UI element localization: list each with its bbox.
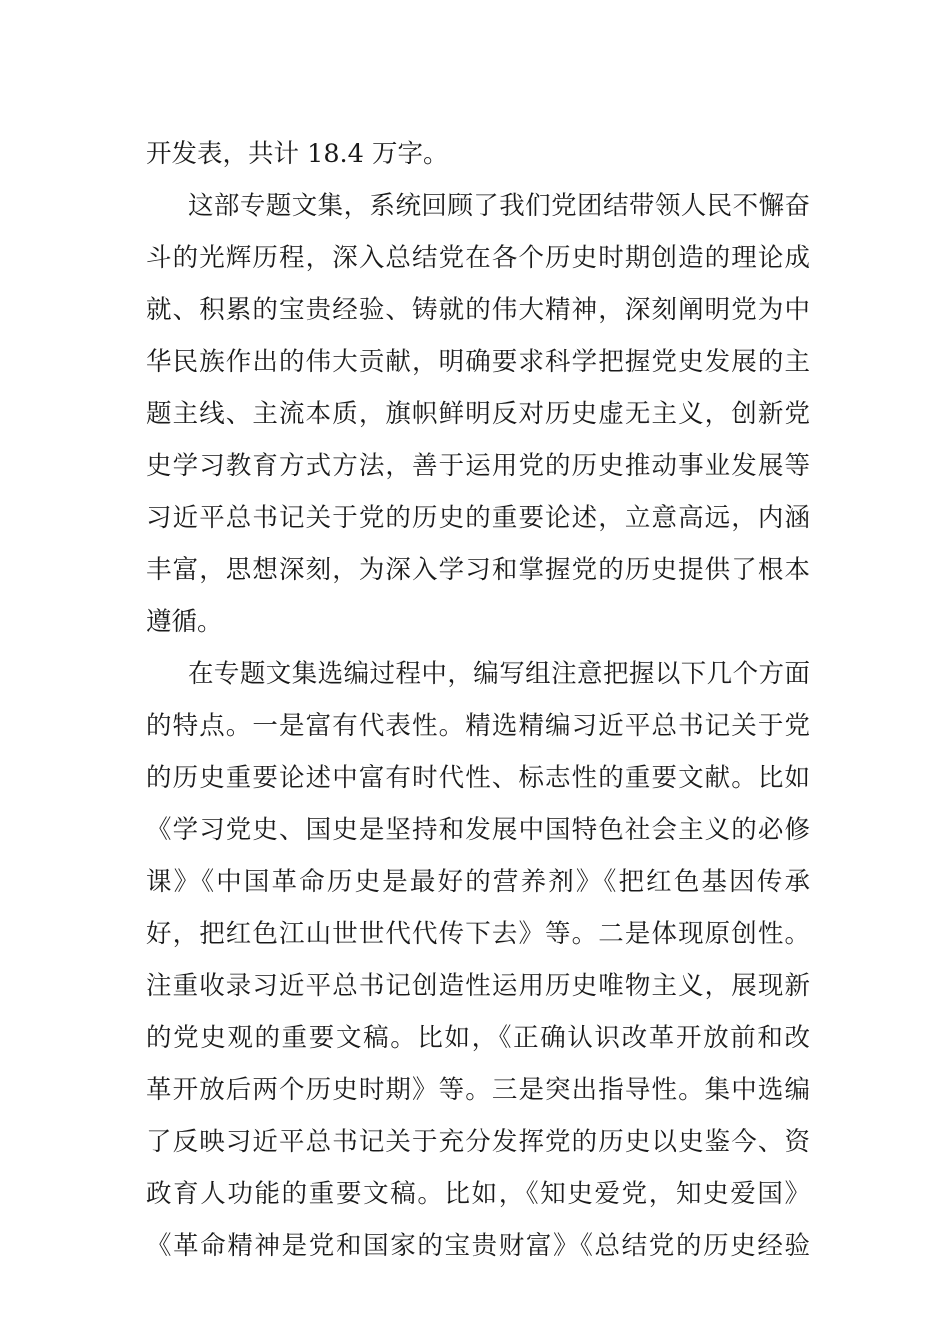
paragraph-2-line-7: 注重收录习近平总书记创造性运用历史唯物主义，展现新 — [146, 971, 810, 1001]
paragraph-2-line-6: 好，把红色江山世世代代传下去》等。二是体现原创性。 — [146, 919, 810, 949]
paragraph-1-line-7: 习近平总书记关于党的历史的重要论述，立意高远，内涵 — [146, 503, 810, 533]
text-line-1: 开发表，共计 18.4 万字。 — [146, 139, 449, 169]
paragraph-1-line-2: 斗的光辉历程，深入总结党在各个历史时期创造的理论成 — [146, 243, 810, 273]
paragraph-1-line-4: 华民族作出的伟大贡献，明确要求科学把握党史发展的主 — [146, 347, 810, 377]
paragraph-2-line-5: 课》《中国革命历史是最好的营养剂》《把红色基因传承 — [146, 867, 810, 897]
paragraph-1-line-1: 这部专题文集，系统回顾了我们党团结带领人民不懈奋 — [188, 191, 810, 221]
paragraph-2-line-9: 革开放后两个历史时期》等。三是突出指导性。集中选编 — [146, 1075, 810, 1105]
paragraph-2-line-2: 的特点。一是富有代表性。精选精编习近平总书记关于党 — [146, 711, 810, 741]
paragraph-2-line-11: 政育人功能的重要文稿。比如，《知史爱党，知史爱国》 — [146, 1179, 810, 1209]
paragraph-1-line-5: 题主线、主流本质，旗帜鲜明反对历史虚无主义，创新党 — [146, 399, 810, 429]
paragraph-2-line-4: 《学习党史、国史是坚持和发展中国特色社会主义的必修 — [146, 815, 810, 845]
paragraph-1-line-6: 史学习教育方式方法，善于运用党的历史推动事业发展等 — [146, 451, 810, 481]
paragraph-2-line-8: 的党史观的重要文稿。比如，《正确认识改革开放前和改 — [146, 1023, 810, 1053]
paragraph-1-line-3: 就、积累的宝贵经验、铸就的伟大精神，深刻阐明党为中 — [146, 295, 810, 325]
paragraph-2-line-1: 在专题文集选编过程中，编写组注意把握以下几个方面 — [188, 659, 810, 689]
paragraph-2-line-3: 的历史重要论述中富有时代性、标志性的重要文献。比如 — [146, 763, 810, 793]
paragraph-2-line-12: 《革命精神是党和国家的宝贵财富》《总结党的历史经验 — [146, 1231, 810, 1261]
paragraph-1-line-8: 丰富，思想深刻，为深入学习和掌握党的历史提供了根本 — [146, 555, 810, 585]
paragraph-2-line-10: 了反映习近平总书记关于充分发挥党的历史以史鉴今、资 — [146, 1127, 810, 1157]
paragraph-1-line-9: 遵循。 — [146, 607, 223, 637]
